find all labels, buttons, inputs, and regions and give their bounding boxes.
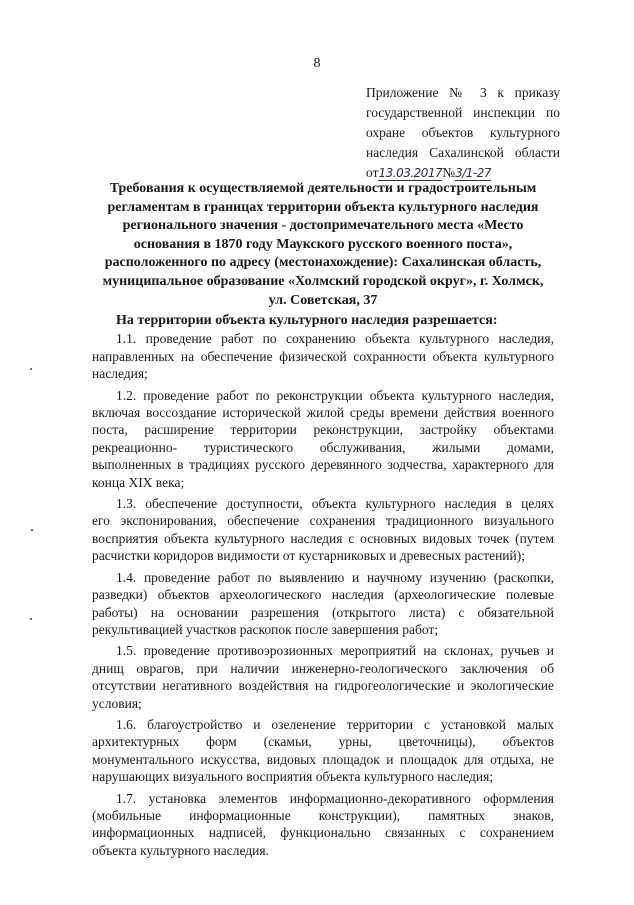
handwritten-date: 13.03.2017 — [378, 166, 443, 180]
text-line: 1.1. проведение работ по сохранению объекта культурного наследия, — [116, 331, 554, 347]
text-line: 1.2. проведение работ по реконструкции объекта культурного наследия, — [116, 387, 554, 403]
text-line: рекреационно- туристического обслуживания, жилыми домами, — [92, 439, 554, 455]
date-prefix: от — [366, 165, 379, 180]
text-line: выполненных в традициях русского деревянного зодчества, характерного для — [92, 457, 554, 473]
title-line: регионального значения - достопримечательного места «Место — [122, 218, 524, 234]
text-line: монументального искусства, видовых площадок и площадок для отдыха, не — [92, 751, 554, 767]
scan-speck — [30, 618, 32, 620]
title-line: Требования к осуществляемой деятельности и градостроительным — [109, 181, 537, 196]
number-prefix: № — [442, 165, 456, 180]
list-item-1-1 — [92, 330, 554, 382]
text-line: условия; — [92, 695, 142, 711]
handwritten-number: 3/1-27 — [455, 166, 492, 180]
text-line: 1.6. благоустройство и озеленение территории с установкой малых — [116, 716, 554, 732]
text-line: 1.7. установка элементов информационно-декоративного оформления — [116, 790, 554, 806]
title-line: муниципальное образование «Холмский городской округ», г. Холмск, — [102, 273, 544, 289]
page-number: 8 — [313, 56, 321, 71]
appendix-line: государственной инспекции по — [366, 105, 560, 120]
text-line: восприятия объекта культурного наследия с основных видовых точек (путем — [92, 530, 554, 546]
text-line: поста, расширение территории реконструкции, застройку объектами — [92, 422, 554, 438]
text-line: днищ оврагов, при наличии инженерно-геологического заключения об — [92, 660, 554, 676]
text-line: отсутствии негативного воздействия на гидрогеологические и экологические — [92, 678, 554, 694]
document-body — [92, 312, 554, 863]
appendix-header — [366, 83, 560, 183]
title-line: регламентам в границах территории объекта культурного наследия — [107, 199, 539, 215]
document-title — [92, 180, 554, 310]
text-line: расчистки коридоров видимости от кустарниковых и древесных растений); — [92, 548, 526, 564]
text-line: 1.3. обеспечение доступности, объекта культурного наследия в целях — [116, 496, 554, 512]
text-line: разведки) объектов археологического наследия (археологические полевые — [92, 587, 554, 603]
list-item-1-7 — [92, 790, 554, 860]
appendix-line: наследия Сахалинской области — [366, 145, 560, 160]
text-line: объекта культурного наследия. — [92, 842, 269, 858]
text-line: нарушающих визуального восприятия объекта культурного наследия; — [92, 769, 494, 785]
text-line: наследия; — [92, 366, 148, 382]
text-line: 1.4. проведение работ по выявлению и научному изучению (раскопки, — [116, 569, 554, 585]
title-line: ул. Советская, 37 — [268, 292, 378, 308]
appendix-line: охране объектов культурного — [366, 125, 560, 140]
scan-speck — [31, 529, 33, 531]
list-item-1-6 — [92, 716, 554, 786]
text-line: его экспонирования, обеспечение сохранения традиционного визуального — [92, 513, 554, 529]
text-line: работы) на основании разрешения (открытого листа) с обязательной — [92, 604, 554, 620]
text-line: информационных надписей, функционально связанных с сохранением — [92, 825, 554, 841]
scan-speck — [30, 368, 32, 370]
list-item-1-5 — [92, 642, 554, 712]
text-line: 1.5. проведение противоэрозионных мероприятий на склонах, ручьев и — [116, 643, 554, 659]
list-item-1-2 — [92, 387, 554, 491]
list-item-1-3 — [92, 495, 554, 565]
text-line: включая воссоздание исторической жилой среды времени действия военного — [92, 405, 554, 421]
list-item-1-4 — [92, 569, 554, 639]
text-line: конца XIX века; — [92, 474, 185, 490]
text-line: архитектурных форм (скамьи, урны, цветочницы), объектов — [92, 734, 554, 750]
text-line: (мобильные информационные конструкции), памятных знаков, — [92, 807, 554, 823]
text-line: направленных на обеспечение физической сохранности объекта культурного — [92, 348, 554, 364]
section-heading: На территории объекта культурного наследия разрешается: — [116, 313, 498, 328]
appendix-line: Приложение № 3 к приказу — [366, 85, 560, 100]
title-line: расположенного по адресу (местонахождение): Сахалинская область, — [104, 255, 542, 271]
text-line: рекультивацией участков раскопок после завершения работ; — [92, 621, 439, 637]
title-line: основания в 1870 году Маукского русского военного поста», — [133, 236, 513, 252]
